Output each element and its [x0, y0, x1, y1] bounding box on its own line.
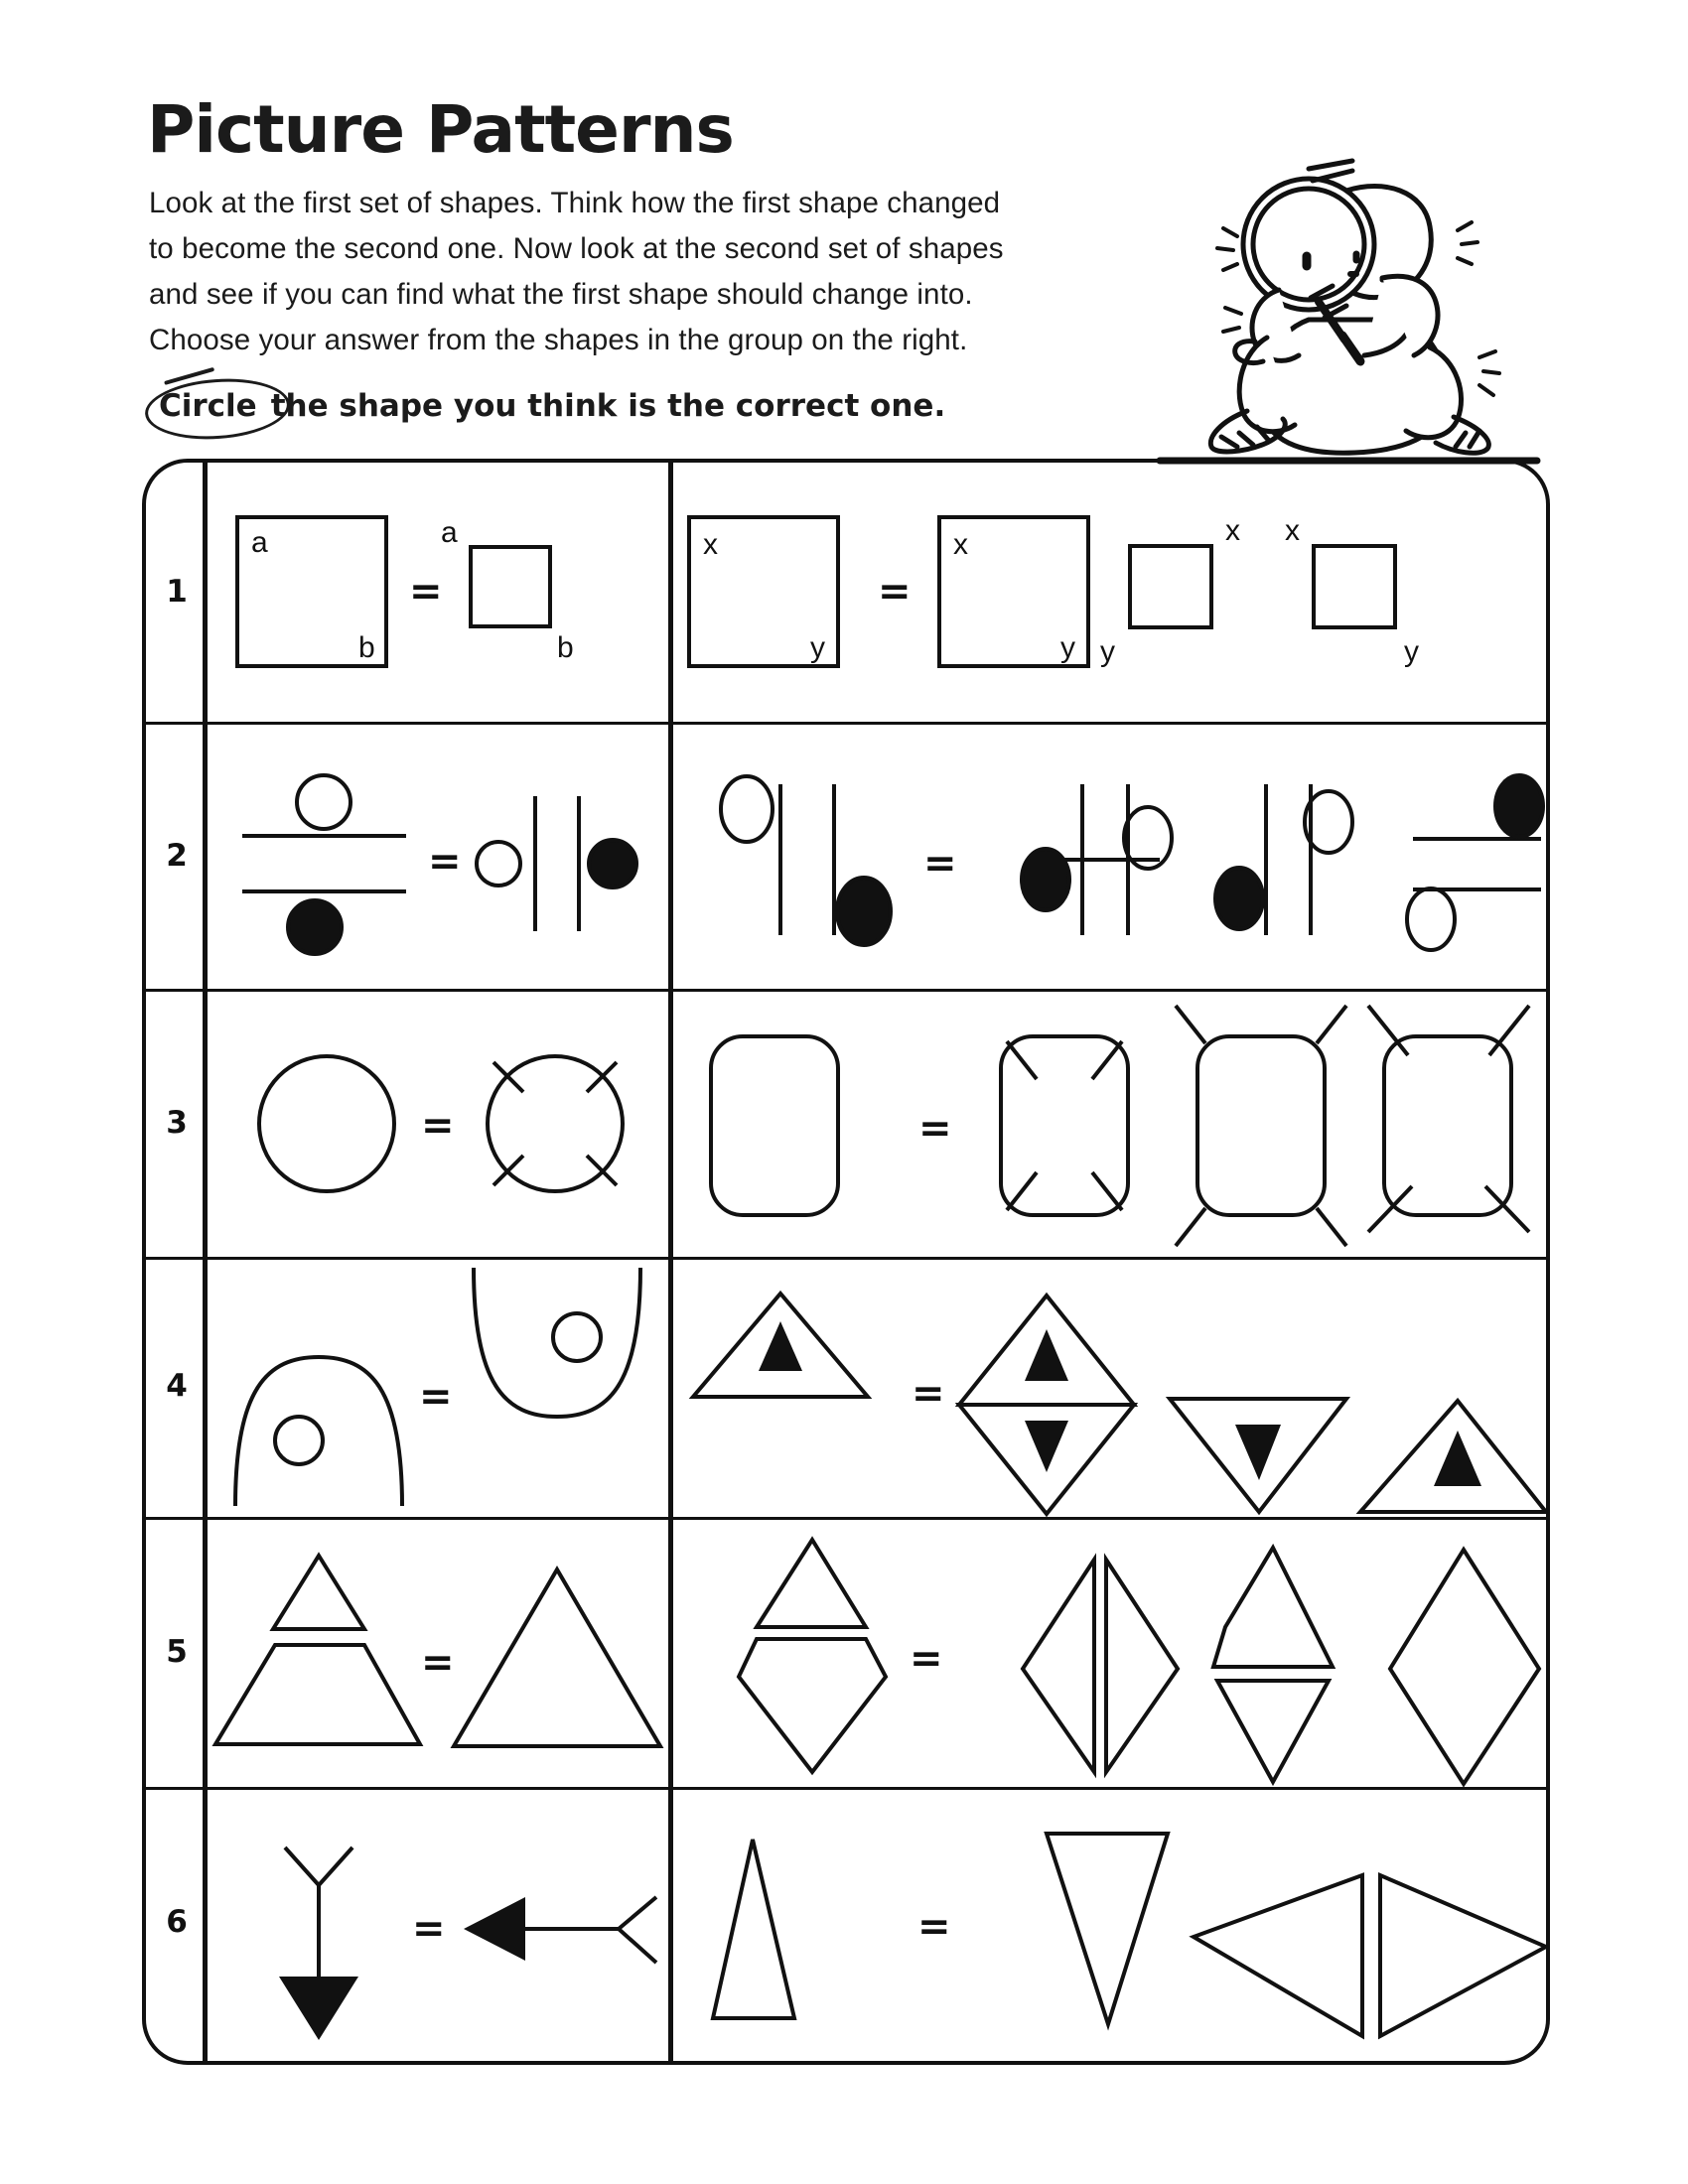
- row-6-example-arrowhead: [279, 1977, 358, 2040]
- row-1-example: [208, 463, 668, 722]
- row-3-example: [208, 992, 668, 1257]
- row-1-question: [673, 463, 1546, 722]
- instruction-line-3: and see if you can find what the first shape should change into.: [149, 278, 973, 311]
- row-6-example-fletch-right: [319, 1847, 352, 1885]
- row-2-question-open-circle: [721, 776, 773, 842]
- row-number-column: [146, 463, 208, 2061]
- row-1-choice-c-label-y: y: [1404, 635, 1419, 668]
- problems-table: [142, 459, 1550, 2065]
- row-2-example-answer-open-circle: [477, 842, 520, 886]
- row-4-choice-b-filled-down: [1235, 1425, 1281, 1480]
- circled-word-circle: [149, 385, 271, 427]
- row-1-choice-c-square: [1314, 546, 1395, 627]
- row-4-example-answer-circle: [553, 1313, 601, 1361]
- row-4-question: [673, 1260, 1546, 1517]
- row-6-example-equals: =: [412, 1906, 446, 1952]
- instruction-line-4: Choose your answer from the shapes in the group on the right.: [149, 324, 968, 356]
- row-2-choice-c-open-circle: [1407, 888, 1455, 950]
- row-1-choice-b-square: [1130, 546, 1211, 627]
- row-number-1: 1: [166, 574, 188, 610]
- row-3-choice-b-whisker-tr: [1317, 1006, 1346, 1043]
- row-2-choice-a-filled-circle: [1022, 849, 1069, 910]
- row-3-choice-a-whisker-tr: [1092, 1041, 1122, 1079]
- row-4-example: [208, 1260, 668, 1517]
- row-number-5: 5: [166, 1634, 188, 1670]
- row-3-choice-a-rect: [1001, 1036, 1128, 1215]
- page-title: Picture Patterns: [147, 91, 734, 168]
- row-6-example-answer-fletch-bottom: [619, 1929, 656, 1963]
- directive-line: [149, 385, 945, 427]
- row-1-question-label-y: y: [810, 631, 825, 664]
- row-5-choice-b-pentagon: [1213, 1548, 1333, 1667]
- row-5-question-lower-pentagon: [739, 1639, 886, 1772]
- row-2-question-equals: =: [923, 841, 957, 887]
- row-5-question-upper-triangle: [757, 1540, 866, 1627]
- row-3-choice-c-whisker-tl: [1368, 1006, 1408, 1055]
- row-number-4: 4: [166, 1368, 188, 1404]
- row-5-example-trapezoid: [215, 1645, 420, 1744]
- row-3-choice-c-rect: [1384, 1036, 1511, 1215]
- row-1-choice-a-label-x: x: [953, 528, 968, 561]
- row-3-choice-b-whisker-tl: [1176, 1006, 1205, 1043]
- row-4-question-inner-filled-triangle: [759, 1321, 802, 1371]
- row-6-example-fletch-left: [285, 1847, 319, 1885]
- row-1-example-equals: =: [409, 569, 443, 614]
- row-4-example-equals: =: [419, 1374, 453, 1420]
- instructions-paragraph: [149, 181, 1132, 363]
- row-4-question-equals: =: [912, 1371, 945, 1417]
- row-3-example-equals: =: [421, 1103, 455, 1149]
- row-1-question-label-x: x: [703, 528, 718, 561]
- row-4-example-arch-up: [235, 1357, 402, 1506]
- instruction-line-1: Look at the first set of shapes. Think how the first shape changed: [149, 187, 1001, 219]
- row-6-choice-b-triangle-left: [1194, 1875, 1362, 2036]
- row-3-choice-b-whisker-bl: [1176, 1208, 1205, 1246]
- monkey-with-magnifying-glass-icon: [1160, 139, 1537, 467]
- row-5-example-equals: =: [421, 1640, 455, 1686]
- row-1-example-label-b-outside: b: [557, 631, 574, 664]
- row-3-question-equals: =: [918, 1106, 952, 1152]
- row-number-6: 6: [166, 1904, 188, 1940]
- row-number-3: 3: [166, 1105, 188, 1141]
- row-2-example: [208, 725, 668, 989]
- row-1-choice-b-label-x: x: [1225, 514, 1240, 547]
- row-6-question-equals: =: [917, 1904, 951, 1950]
- row-5-choice-a-left-half: [1023, 1560, 1094, 1772]
- row-3-choice-a-whisker-tl: [1007, 1041, 1037, 1079]
- directive-rest-label: the shape you think is the correct one.: [270, 388, 946, 424]
- row-4-choice-a-filled-down: [1025, 1421, 1068, 1472]
- row-5-question: [673, 1520, 1546, 1787]
- row-1-choice-a-label-y: y: [1060, 631, 1075, 664]
- row-3-choice-c-whisker-br: [1485, 1186, 1529, 1232]
- row-1-question-equals: =: [878, 569, 912, 614]
- row-3-choice-a-whisker-bl: [1007, 1172, 1037, 1210]
- row-5-choice-a-right-half: [1106, 1560, 1178, 1772]
- row-1-example-label-a-outside: a: [441, 516, 458, 549]
- row-4-choice-c-filled-up: [1434, 1431, 1481, 1486]
- row-2-example-open-circle: [297, 775, 351, 829]
- row-2-example-answer-filled-circle: [589, 840, 636, 887]
- row-5-question-equals: =: [910, 1636, 943, 1682]
- row-3-choice-c-whisker-bl: [1368, 1186, 1412, 1232]
- row-3-choice-b-whisker-br: [1317, 1208, 1346, 1246]
- row-6-example-answer-fletch-top: [619, 1897, 656, 1929]
- row-6-example-answer-arrowhead: [464, 1897, 525, 1961]
- row-1-choice-b-label-y: y: [1100, 635, 1115, 668]
- row-4-example-arch-down: [474, 1268, 640, 1417]
- row-5-example: [208, 1520, 668, 1787]
- row-2-example-equals: =: [428, 839, 462, 885]
- instruction-line-2: to become the second one. Now look at the second set of shapes: [149, 232, 1004, 265]
- row-3-question-rounded-rect: [711, 1036, 838, 1215]
- row-6-choice-a-triangle-down: [1047, 1834, 1168, 2024]
- row-5-choice-b-triangle: [1217, 1681, 1329, 1782]
- row-5-example-small-triangle: [273, 1556, 364, 1629]
- row-1-example-label-b-inside: b: [358, 631, 375, 664]
- row-2-example-filled-circle: [288, 900, 342, 954]
- row-4-example-arch-circle: [275, 1417, 323, 1464]
- row-3-choice-a-whisker-br: [1092, 1172, 1122, 1210]
- row-2-choice-b-filled-circle: [1215, 868, 1263, 929]
- row-3-choice-c-whisker-tr: [1489, 1006, 1529, 1055]
- row-3-question: [673, 992, 1546, 1257]
- directive-circled-label: Circle: [159, 388, 257, 424]
- row-number-2: 2: [166, 838, 188, 874]
- row-6-question-triangle-up: [713, 1840, 794, 2018]
- row-6-question: [673, 1790, 1546, 2061]
- row-2-question: [673, 725, 1546, 989]
- row-2-choice-c-filled-circle: [1495, 775, 1543, 837]
- row-5-choice-c-diamond: [1390, 1550, 1539, 1784]
- row-1-example-small-square: [471, 547, 550, 626]
- row-4-choice-a-filled-up: [1025, 1329, 1068, 1381]
- row-6-choice-c-triangle-right: [1380, 1875, 1546, 2036]
- row-6-example: [208, 1790, 668, 2061]
- row-1-example-label-a-inside: a: [251, 526, 268, 559]
- row-1-choice-c-label-x: x: [1285, 514, 1300, 547]
- row-3-example-circle: [259, 1056, 394, 1191]
- row-3-choice-b-rect: [1197, 1036, 1325, 1215]
- row-2-question-filled-circle: [837, 878, 891, 945]
- row-5-example-whole-triangle: [454, 1570, 660, 1746]
